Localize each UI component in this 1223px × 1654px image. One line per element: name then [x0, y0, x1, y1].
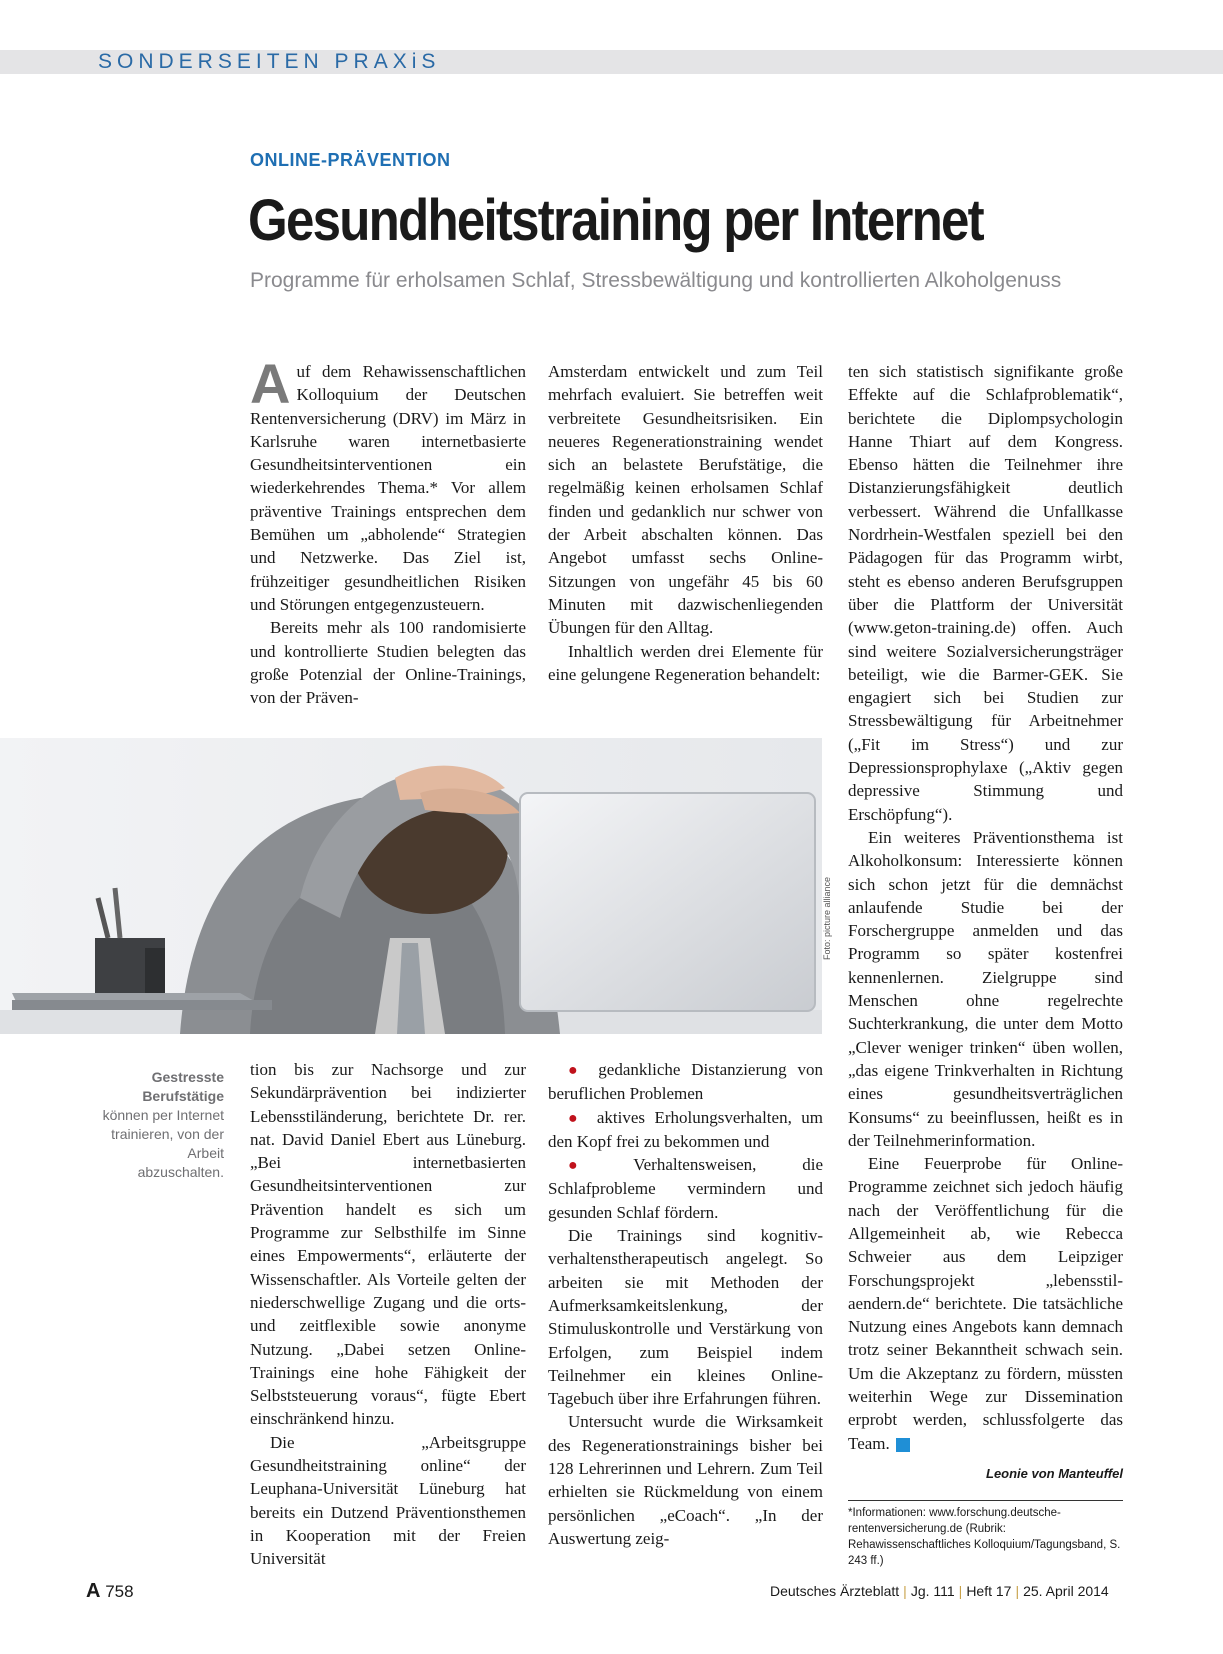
article-title: Gesundheitstraining per Internet — [248, 188, 983, 253]
photo-credit: Foto: picture alliance — [822, 876, 832, 960]
separator: | — [1015, 1583, 1020, 1599]
paragraph: Die „Arbeitsgruppe Gesundheitstraining online“ der Leuphana-Universität Lüneburg hat bereits ein Dutzend Präventionsthemen in Kooperation mit der Freien Universität — [250, 1432, 526, 1569]
bullet-item — [548, 1058, 823, 1106]
bullet-item — [548, 1153, 823, 1224]
section-label: SONDERSEITEN PRAXiS — [98, 50, 441, 73]
footnote: *Informationen: www.forschung.deutsche-rentenversicherung.de (Rubrik: Rehawissenschaftliches Kolloquium/Tagungsband, S. 243 ff.) — [848, 1507, 1121, 1567]
bullet-icon: ● — [568, 1109, 583, 1127]
journal-date: 25. April 2014 — [1023, 1583, 1109, 1599]
page-number — [86, 1580, 134, 1603]
column-2-top — [548, 360, 823, 686]
footnote-divider — [848, 1500, 1123, 1501]
article-photo — [0, 738, 822, 1034]
journal-issue: Heft 17 — [966, 1583, 1012, 1599]
bullet-item — [548, 1106, 823, 1154]
bullet-icon: ● — [568, 1062, 585, 1079]
page-prefix: A — [86, 1580, 101, 1602]
paragraph: ten sich statistisch signifikante große Effekte auf die Schlafproblematik“, berichtete die Diplompsychologin Hanne Thiart auf dem Kongress. Ebenso hätten die Teilnehmer ihre Distanzierungsfähigkeit deutlich verbessert. Während die Unfallkasse Nordrhein-Westfalen speziell bei den Pädagogen für das Programm wirbt, steht es ebenso anderen Berufsgruppen über die Plattform der Universität (www.geton-training.de) offen. Auch sind weitere Sozialversicherungsträger beteiligt, wie die Barmer-GEK. Sie engagiert sich bei Studien zur Stressbewältigung für Arbeitnehmer („Fit im Stress“) und zur Depressionsprophylaxe („Aktiv gegen depressive Stimmung und Erschöpfung“). — [848, 362, 1123, 824]
column-1-bottom — [250, 1058, 526, 1571]
paragraph: Ein weiteres Präventionsthema ist Alkoholkonsum: Interessierte können sich schon jetzt für die demnächst anlaufende Studie bei der Forschergruppe anmelden und das Programm so später kostenfrei kennenlernen. Zielgruppe sind Menschen ohne regelrechte Suchterkrankung, die unter dem Motto „Clever weniger trinken“ üben wollen, „das eigene Trinkverhalten in Richtung eines gesundheitsverträglichen Konsums“ zu beeinflussen, heißt es in der Teilnehmerinformation. — [848, 827, 1123, 1150]
journal-name: Deutsches Ärzteblatt — [770, 1583, 900, 1599]
separator: | — [903, 1583, 907, 1599]
bullet-text: aktives Erholungsverhalten, um den Kopf frei zu bekommen und — [548, 1107, 823, 1151]
paragraph: Bereits mehr als 100 randomisierte und kontrollierte Studien belegten das große Potenzial der Online-Trainings, von der Präven- — [250, 618, 526, 708]
column-3 — [848, 360, 1123, 1455]
stressed-worker-illustration — [0, 738, 822, 1034]
caption-lead: Gestresste Berufstätige — [142, 1069, 224, 1104]
separator: | — [958, 1583, 963, 1599]
paragraph — [848, 1152, 1123, 1455]
photo-caption — [100, 1068, 224, 1182]
paragraph: Untersucht wurde die Wirksamkeit des Regenerationstrainings bisher bei 128 Lehrerinnen und Lehrern. Zum Teil erhielten sie Rückmeldung von einem persönlichen „eCoach“. „In der Auswertung zeig- — [548, 1412, 823, 1548]
paragraph: uf dem Rehawissenschaftlichen Kolloquium der Deutschen Rentenversicherung (DRV) im März in Karlsruhe waren internetbasierte Gesundheitsinterventionen ein wiederkehrendes Thema.* Vor allem präventive Trainings entsprechen dem Bemühen um „abholende“ Strategien und Netzwerke. Das Ziel ist, frühzeitiger gesundheitlichen Risiken und Störungen entgegenzusteuern. — [250, 362, 526, 614]
page-number-value: 758 — [105, 1582, 134, 1601]
bullet-text: gedankliche Distanzierung von beruflichen Problemen — [548, 1060, 823, 1104]
end-of-article-icon — [896, 1438, 910, 1452]
bullet-text: Verhaltensweisen, die Schlafprobleme vermindern und gesunden Schlaf fördern. — [548, 1155, 823, 1222]
bullet-icon: ● — [568, 1157, 620, 1175]
paragraph: Inhaltlich werden drei Elemente für eine gelungene Regeneration behandelt: — [548, 641, 823, 684]
journal-info — [770, 1583, 1109, 1599]
drop-cap: A — [250, 352, 291, 415]
caption-text: können per Internet trainieren, von der Arbeit abzuschalten. — [102, 1107, 224, 1180]
journal-volume: Jg. 111 — [910, 1583, 955, 1599]
column-2-bottom — [548, 1058, 823, 1550]
paragraph: tion bis zur Nachsorge und zur Sekundärprävention bei indizierter Lebensstiländerung, berichtete Dr. rer. nat. David Daniel Ebert aus Lüneburg. „Bei internetbasierten Gesundheitsinterventionen zur Prävention handelt es sich um Programme zur Selbsthilfe im Sinne eines Empowerments“, erläuterte der Wissenschaftler. Als Vorteile gelten der niederschwellige Zugang und die orts- und zeitflexible sowie anonyme Nutzung. „Dabei setzen Online-Trainings eine hohe Fähigkeit der Selbststeuerung voraus“, fügte Ebert einschränkend hinzu. — [250, 1060, 526, 1429]
paragraph: Die Trainings sind kognitiv-verhaltenstherapeutisch angelegt. So arbeiten sie mit Methoden der Aufmerksamkeitslenkung, der Stimuluskontrolle und Verstärkung von Erfolgen, zum Beispiel indem Teilnehmer ein kleines Online-Tagebuch über ihre Erfahrungen führen. — [548, 1226, 823, 1409]
paragraph: Amsterdam entwickelt und zum Teil mehrfach evaluiert. Sie betreffen weit verbreitete Gesundheitsrisiken. Ein neueres Regenerationstraining wendet sich an belastete Berufstätige, die regelmäßig keinen erholsamen Schlaf finden und gedanklich nur schwer von der Arbeit abschalten können. Das Angebot umfasst sechs Online-Sitzungen von ungefähr 45 bis 60 Minuten mit dazwischenliegenden Übungen für den Alltag. — [548, 362, 823, 638]
author-byline: Leonie von Manteuffel — [986, 1466, 1123, 1481]
article-subtitle: Programme für erholsamen Schlaf, Stressbewältigung und kontrollierten Alkoholgenuss — [250, 269, 1062, 292]
column-1-top — [250, 352, 526, 709]
article-kicker: ONLINE-PRÄVENTION — [250, 150, 451, 170]
paragraph-text: Eine Feuerprobe für Online-Programme zeichnet sich jedoch häufig nach der Veröffentlichung für die Allgemeinheit ab, wie Rebecca Schweier aus dem Leipziger Forschungsprojekt „lebensstil-aendern.de“ berichtete. Die tatsächliche Nutzung eines Angebots kann demnach trotz seiner Bekanntheit schwach sein. Um die Akzeptanz zu fördern, müssten weiterhin Wege zur Dissemination erprobt werden, schlussfolgerte das Team. — [848, 1154, 1123, 1453]
